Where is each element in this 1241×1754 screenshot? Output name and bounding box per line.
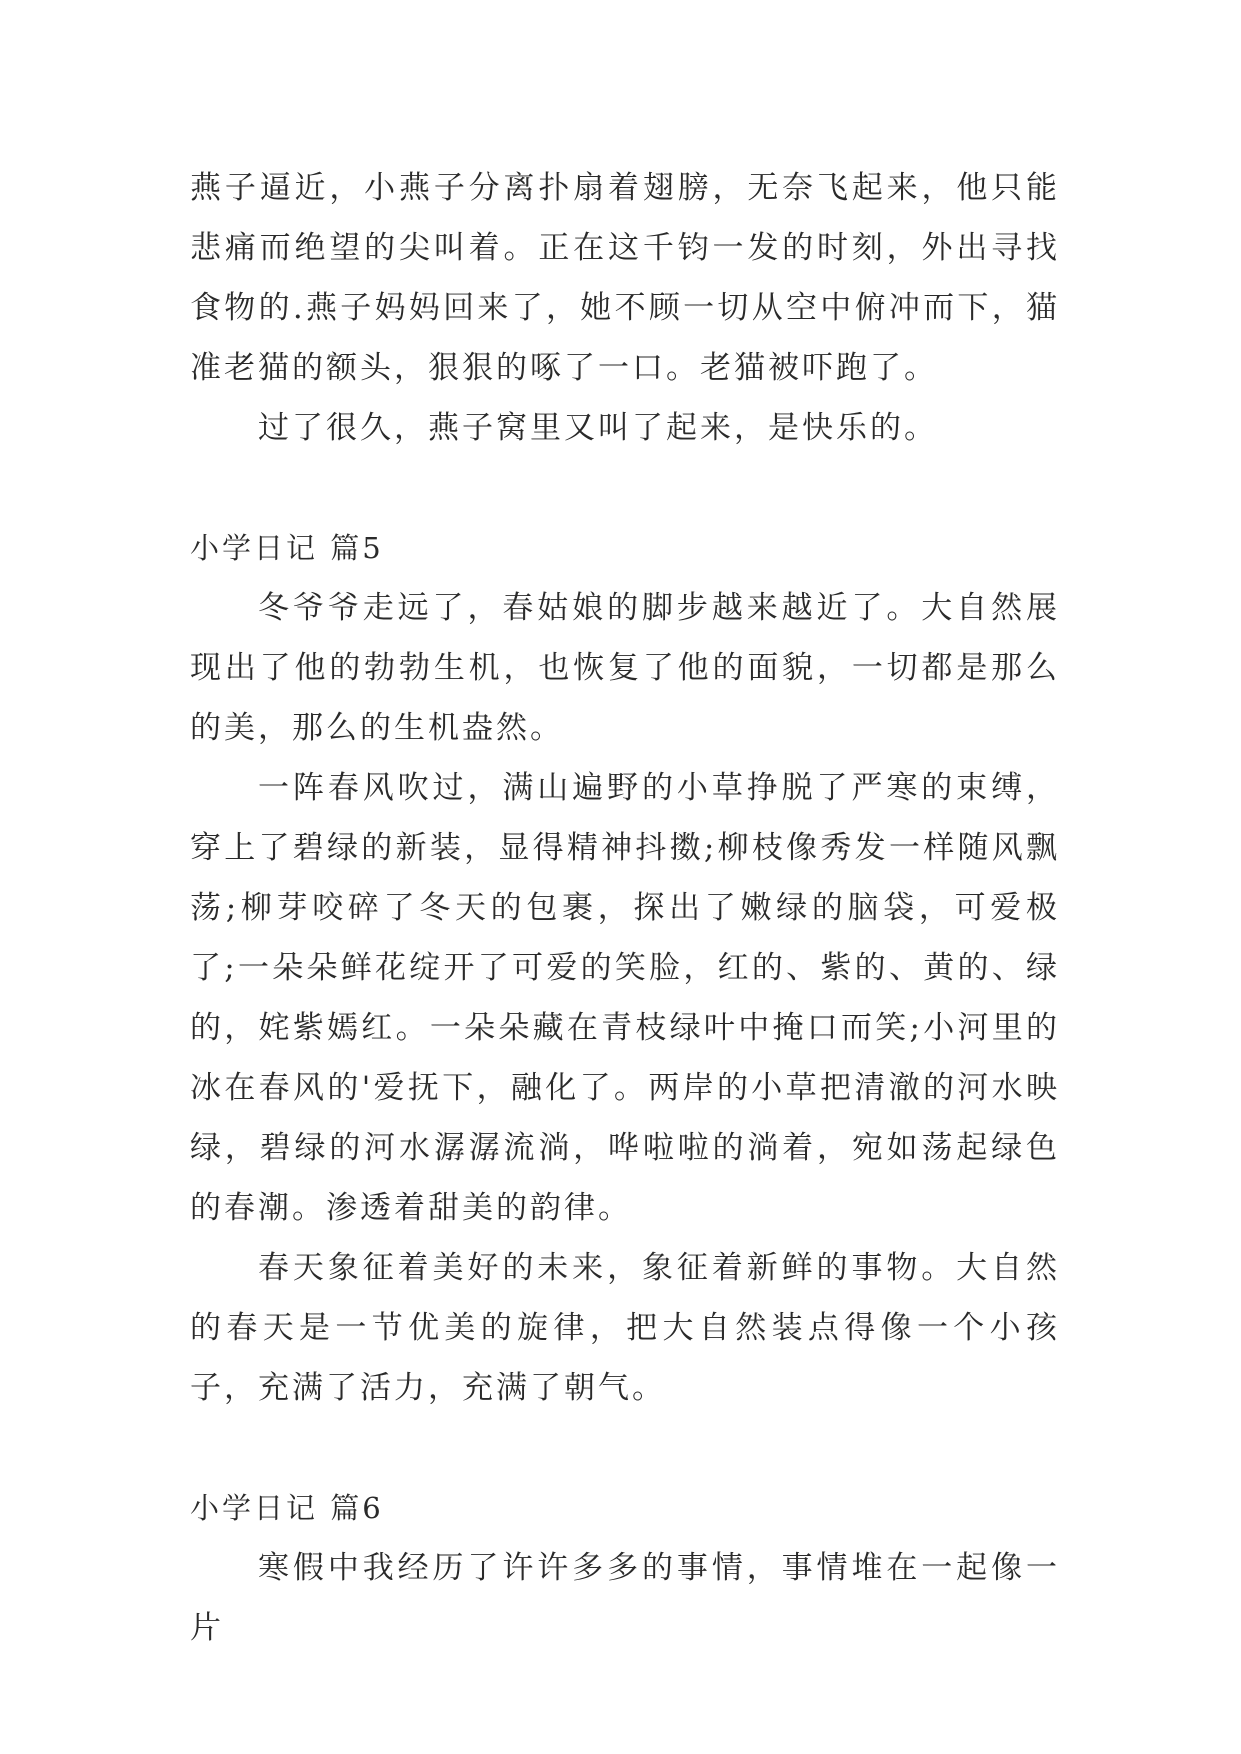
section-heading: 小学日记 篇5	[190, 531, 384, 565]
document-body	[190, 158, 1060, 1658]
paragraph: 一阵春风吹过，满山遍野的小草挣脱了严寒的束缚，穿上了碧绿的新装，显得精神抖擞;柳枝像秀发一样随风飘荡;柳芽咬碎了冬天的包裹，探出了嫩绿的脑袋，可爱极了;一朵朵鲜花绽开了可爱的笑脸，红的、紫的、黄的、绿的，姹紫嫣红。一朵朵藏在青枝绿叶中掩口而笑;小河里的冰在春风的'爱抚下，融化了。两岸的小草把清澈的河水映绿，碧绿的河水潺潺流淌，哗啦啦的淌着，宛如荡起绿色的春潮。渗透着甜美的韵律。	[190, 770, 1060, 1226]
paragraph: 冬爷爷走远了，春姑娘的脚步越来越近了。大自然展现出了他的勃勃生机，也恢复了他的面貌，一切都是那么的美，那么的生机盎然。	[190, 590, 1060, 746]
paragraph: 寒假中我经历了许许多多的事情，事情堆在一起像一片	[190, 1550, 1060, 1646]
section-heading: 小学日记 篇6	[190, 1491, 384, 1525]
paragraph: 燕子逼近，小燕子分离扑扇着翅膀，无奈飞起来，他只能悲痛而绝望的尖叫着。正在这千钧一发的时刻，外出寻找食物的.燕子妈妈回来了，她不顾一切从空中俯冲而下，猫准老猫的额头，狠狠的啄了一口。老猫被吓跑了。	[190, 170, 1060, 386]
paragraph: 过了很久，燕子窝里又叫了起来，是快乐的。	[258, 410, 938, 446]
paragraph: 春天象征着美好的未来，象征着新鲜的事物。大自然的春天是一节优美的旋律，把大自然装点得像一个小孩子，充满了活力，充满了朝气。	[190, 1250, 1060, 1406]
